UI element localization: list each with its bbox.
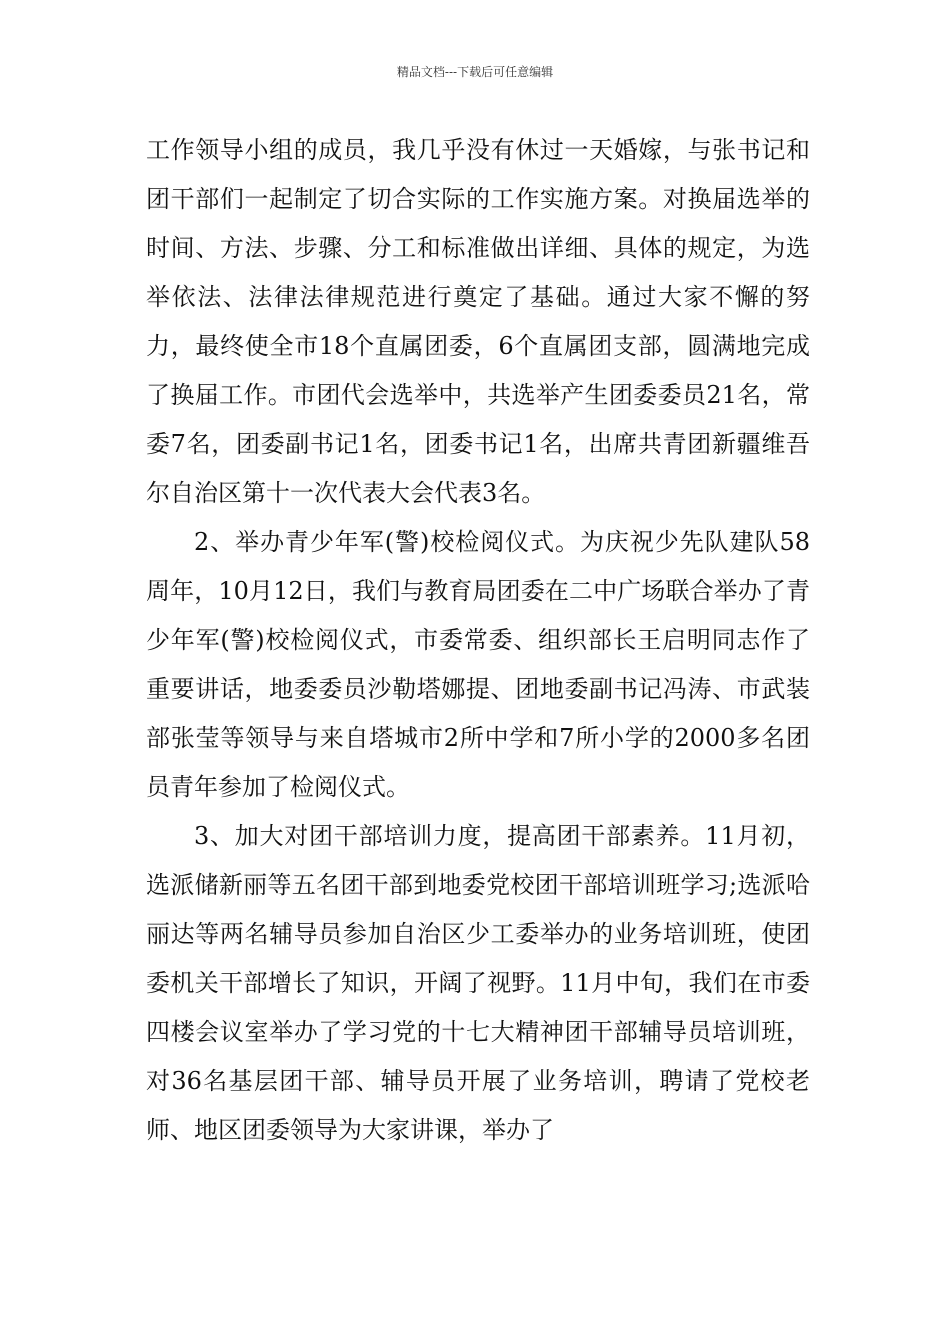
paragraph-item-3: 3、加大对团干部培训力度，提高团干部素养。11月初，选派储新丽等五名团干部到地委党校团干部培训班学习;选派哈丽达等两名辅导员参加自治区少工委举办的业务培训班，使团委机关干部增长了知识，开阔了视野。11月中旬，我们在市委四楼会议室举办了学习党的十七大精神团干部辅导员培训班，对36名基层团干部、辅导员开展了业务培训，聘请了党校老师、地区团委领导为大家讲课，举办了 [146,822,810,1144]
paragraph-item-2: 2、举办青少年军(警)校检阅仪式。为庆祝少先队建队58周年，10月12日，我们与教育局团委在二中广场联合举办了青少年军(警)校检阅仪式，市委常委、组织部长王启明同志作了重要讲话，地委委员沙勒塔娜提、团地委副书记冯涛、市武装部张莹等领导与来自塔城市2所中学和7所小学的2000多名团员青年参加了检阅仪式。 [146,528,810,801]
page-header: 精品文档---下载后可任意编辑 [396,65,554,79]
document-body [146,126,810,1155]
paragraph-continuation: 工作领导小组的成员，我几乎没有休过一天婚嫁，与张书记和团干部们一起制定了切合实际的工作实施方案。对换届选举的时间、方法、步骤、分工和标准做出详细、具体的规定，为选举依法、法律法律规范进行奠定了基础。通过大家不懈的努力，最终使全市18个直属团委，6个直属团支部，圆满地完成了换届工作。市团代会选举中，共选举产生团委委员21名，常委7名，团委副书记1名，团委书记1名，出席共青团新疆维吾尔自治区第十一次代表大会代表3名。 [146,136,810,507]
